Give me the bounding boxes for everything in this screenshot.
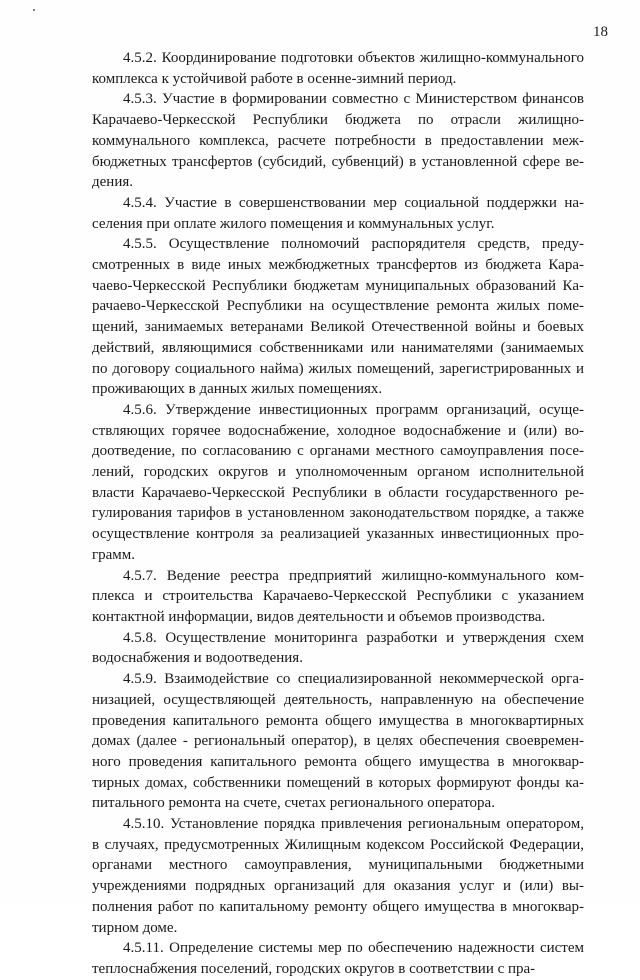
paragraph-4-5-6: 4.5.6. Утверждение инвестиционных программ организаций, осуществляющих горячее водоснабжение, холодное водоснабжение и (или) водоотведение, по согласованию с органами местного самоуправления поселений, городских округов и уполномоченным органом исполнительной власти Карачаево-Черкесской Республики в области государственного регулирования тарифов в установленном законодательством порядке, а также осуществление контроля за реализацией указанных инвестиционных программ. xyxy=(92,401,584,563)
paragraph-4-5-4: 4.5.4. Участие в совершенствовании мер социальной поддержки населения при оплате жилого помещения и коммунальных услуг. xyxy=(92,194,584,232)
document-body xyxy=(92,48,584,980)
page-number: 18 xyxy=(593,24,608,40)
paragraph-4-5-5: 4.5.5. Осуществление полномочий распорядителя средств, предусмотренных в виде иных межбюджетных трансфертов из бюджета Карачаево-Черкесской Республики бюджетам муниципальных образований Карачаево-Черкесской Республики на осуществление ремонта жилых помещений, занимаемых ветеранами Великой Отечественной войны и боевых действий, являющимися собственниками или нанимателями (занимаемых по договору социального найма) жилых помещений, зарегистрированных и проживающих в данных жилых помещениях. xyxy=(92,236,584,398)
paragraph-4-5-11: 4.5.11. Определение системы мер по обеспечению надежности систем теплоснабжения поселений, городских округов в соответствии с пра- xyxy=(92,940,584,977)
paragraph-4-5-10: 4.5.10. Установление порядка привлечения региональным оператором, в случаях, предусмотренных Жилищным кодексом Российской Федерации, органами местного самоуправления, муниципальными бюджетными учреждениями подрядных организаций для оказания услуг и (или) выполнения работ по капитальному ремонту общего имущества в многоквартирном доме. xyxy=(92,816,584,936)
paragraph-4-5-8: 4.5.8. Осуществление мониторинга разработки и утверждения схем водоснабжения и водоотведения. xyxy=(92,629,584,667)
paragraph-4-5-2: 4.5.2. Координирование подготовки объектов жилищно-коммунального комплекса к устойчивой работе в осенне-зимний период. xyxy=(92,50,584,87)
paragraph-4-5-9: 4.5.9. Взаимодействие со специализированной некоммерческой организацией, осуществляющей деятельность, направленную на обеспечение проведения капитального ремонта общего имущества в многоквартирных домах (далее - региональный оператор), в целях обеспечения своевременного проведения капитального ремонта общего имущества в многоквартирных домах, собственники помещений в которых формируют фонды капитального ремонта на счете, счетах регионального оператора. xyxy=(92,671,584,812)
paragraph-4-5-3: 4.5.3. Участие в формировании совместно с Министерством финансов Карачаево-Черкесской Республики бюджета по отрасли жилищно-коммунального комплекса, расчете потребности в предоставлении межбюджетных трансфертов (субсидий, субвенций) в установленной сфере ведения. xyxy=(92,91,584,191)
paragraph-4-5-7: 4.5.7. Ведение реестра предприятий жилищно-коммунального комплекса и строительства Карачаево-Черкесской Республики с указанием контактной информации, видов деятельности и объемов производства. xyxy=(92,567,584,625)
scan-speck xyxy=(33,9,35,11)
